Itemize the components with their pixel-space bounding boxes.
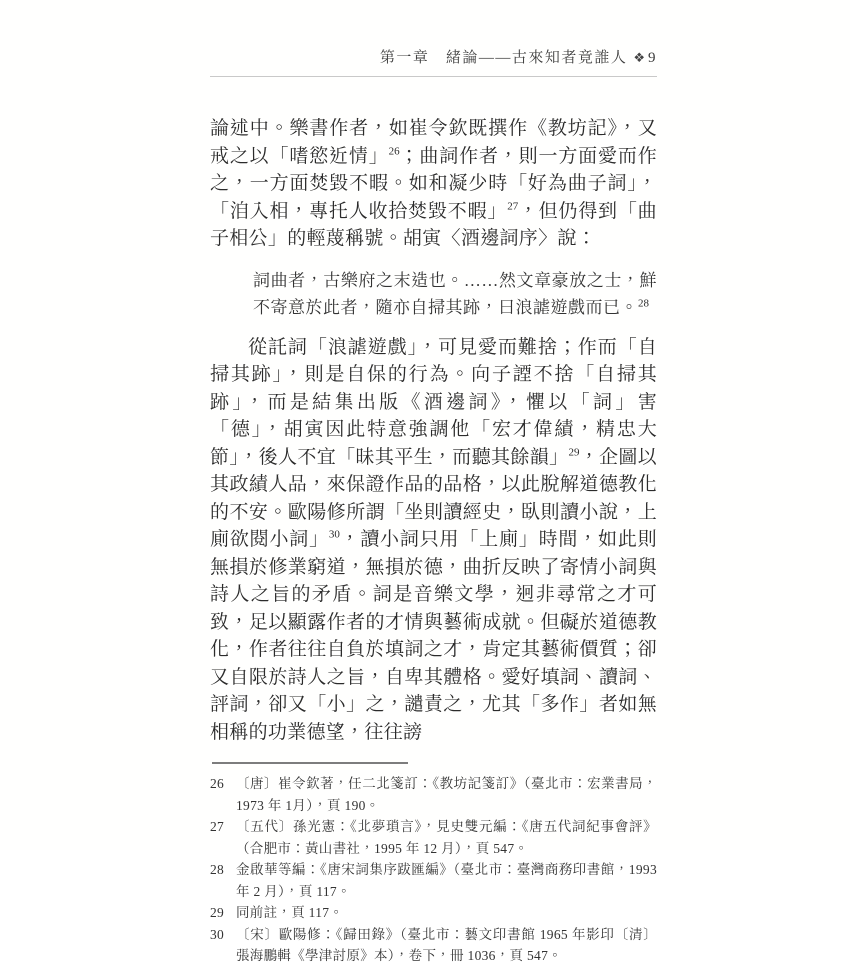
footnote-number: 26 [210,776,225,791]
paragraph-2-text-a: 從託詞「浪謔遊戲」，可見愛而難捨；作而「自掃其跡」，則是自保的行為。向子諲不捨「自掃其跡」，而是結集出版《酒邊詞》，懼以「詞」害「德」，胡寅因此特意強調他「宏才偉績，精忠大節」，後人不宜「昧其平生，而聽其餘韻」 [210,336,657,468]
footnote-ref-30: 30 [328,528,340,541]
quote-text: 詞曲者，古樂府之末造也。……然文章豪放之士，鮮不寄意於此者，隨亦自掃其跡，曰浪謔遊戲而已。 [253,270,657,317]
footnotes-section [210,773,657,967]
paragraph-2 [210,334,657,747]
page-header [210,46,657,67]
footnote-text: 〔唐〕崔令欽著，任二北箋訂：《教坊記箋訂》（臺北市：宏業書局，1973 年 1月），頁 190。 [236,776,657,813]
footnote-27 [210,816,657,859]
footnote-number: 28 [210,862,225,877]
paragraph-2-text-c: ，讀小詞只用「上廁」時間，如此則無損於修業窮道，無損於德，曲折反映了寄情小詞與詩人之旨的矛盾。詞是音樂文學，迥非尋常之才可致，足以顯露作者的才情與藝術成就。但礙於道德教化，作者往往自負於填詞之才，肯定其藝術價質；卻又自限於詩人之旨，自卑其體格。愛好填詞、讀詞、評詞，卻又「小」之，譴責之，尤其「多作」者如無相稱的功業德望，往往謗 [210,529,657,743]
body-text [210,115,657,746]
footnote-text: 金啟華等編：《唐宋詞集序跋匯編》（臺北市：臺灣商務印書館，1993 年 2 月），頁 117。 [236,862,657,899]
block-quote [253,267,657,321]
footnote-text: 同前註，頁 117。 [236,905,344,920]
paragraph-2-text-b: ，企圖以其政績人品，來保證作品的品格，以此脫解道德教化的不安。歐陽修所謂「坐則讀經史，臥則讀小說，上廁欲閱小詞」 [210,446,658,550]
footnote-ref-26: 26 [388,145,400,158]
paragraph-1-text-b: ；曲詞作者，則一方面愛而作之，一方面焚毀不暇。如和凝少時「好為曲子詞」，「洎入相，專托人收拾焚毀不暇」 [210,145,658,222]
page-number: 9 [648,50,657,66]
footnote-28 [210,859,657,902]
footnote-number: 29 [210,905,225,920]
footnote-29 [210,902,657,924]
footnote-separator-rule [212,762,408,764]
paragraph-1-text-c: ，但仍得到「曲子相公」的輕蔑稱號。胡寅〈酒邊詞序〉說： [210,200,657,249]
footnote-ref-27: 27 [507,200,519,213]
diamond-ornament-icon: ❖ [633,50,645,65]
running-title: 第一章 緒論——古來知者竟誰人 [379,50,628,66]
footnote-number: 27 [210,819,225,834]
paragraph-1-text-a: 論述中。樂書作者，如崔令欽既撰作《教坊記》，又戒之以「嗜慾近情」 [210,118,657,167]
footnote-ref-28: 28 [638,296,649,309]
footnote-number: 30 [210,926,225,942]
footnote-26 [210,773,657,816]
header-rule [210,76,657,77]
footnote-ref-29: 29 [568,446,580,459]
footnote-text: 〔宋〕歐陽修：《歸田錄》（臺北市：藝文印書館 1965 年影印〔清〕張海鵬輯《學津討原》本），卷下，冊 1036，頁 547。 [236,926,657,963]
footnote-30 [210,924,657,967]
paragraph-1 [210,115,657,253]
footnote-text: 〔五代〕孫光憲：《北夢瑣言》，見史雙元編：《唐五代詞紀事會評》（合肥市：黃山書社，1995 年 12 月），頁 547。 [236,819,657,856]
